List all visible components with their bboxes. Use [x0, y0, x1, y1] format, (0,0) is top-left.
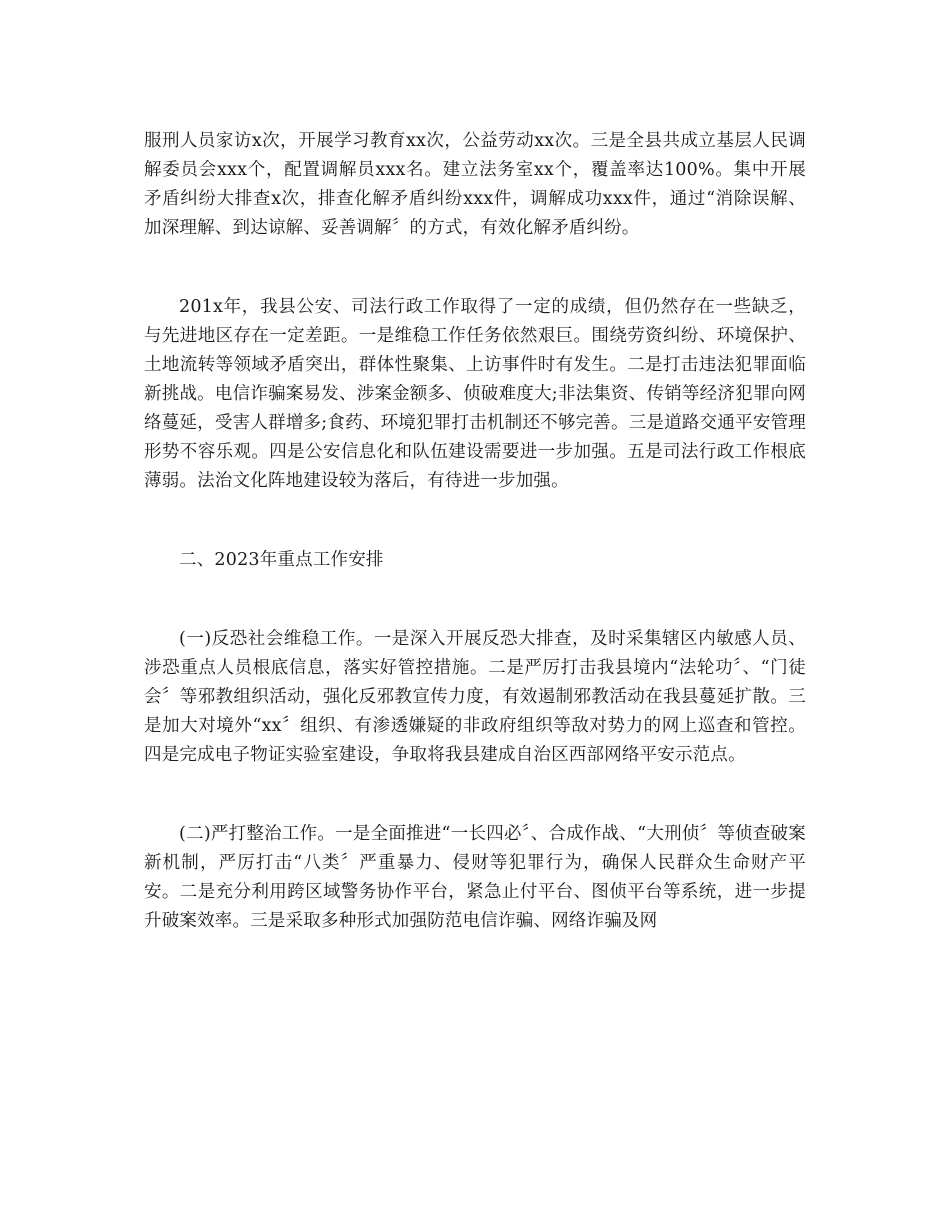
document-body	[144, 127, 806, 986]
paragraph-crackdown: (二)严打整治工作。一是全面推进“一长四必〞、合成作战、“大刑侦〞等侦查破案新机制，严厉打击“八类〞严重暴力、侵财等犯罪行为，确保人民群众生命财产平安。二是充分利用跨区域警务协作平台，紧急止付平台、图侦平台等系统，进一步提升破案效率。三是采取多种形式加强防范电信诈骗、网络诈骗及网	[144, 824, 806, 931]
paragraph-shortcomings: 201x年，我县公安、司法行政工作取得了一定的成绩，但仍然存在一些缺乏，与先进地区存在一定差距。一是维稳工作任务依然艰巨。围绕劳资纠纷、环境保护、土地流转等领域矛盾突出，群体性聚集、上访事件时有发生。二是打击违法犯罪面临新挑战。电信诈骗案易发、涉案金额多、侦破难度大;非法集资、传销等经济犯罪向网络蔓延，受害人群增多;食药、环境犯罪打击机制还不够完善。三是道路交通平安管理形势不容乐观。四是公安信息化和队伍建设需要进一步加强。五是司法行政工作根底薄弱。法治文化阵地建设较为落后，有待进一步加强。	[144, 297, 806, 491]
section-heading: 二、2023年重点工作安排	[179, 550, 384, 570]
paragraph-anti-terror: (一)反恐社会维稳工作。一是深入开展反恐大排查，及时采集辖区内敏感人员、涉恐重点人员根底信息，落实好管控措施。二是严厉打击我县境内“法轮功〞、“门徒会〞等邪教组织活动，强化反邪教宣传力度，有效遏制邪教活动在我县蔓延扩散。三是加大对境外“xx〞组织、有渗透嫌疑的非政府组织等敌对势力的网上巡查和管控。四是完成电子物证实验室建设，争取将我县建成自治区西部网络平安示范点。	[144, 629, 806, 765]
paragraph-continuation: 服刑人员家访x次，开展学习教育xx次，公益劳动xx次。三是全县共成立基层人民调解委员会xxx个，配置调解员xxx名。建立法务室xx个，覆盖率达100%。集中开展矛盾纠纷大排查x次，排查化解矛盾纠纷xxx件，调解成功xxx件，通过“消除误解、加深理解、到达谅解、妥善调解〞的方式，有效化解矛盾纠纷。	[144, 131, 806, 238]
